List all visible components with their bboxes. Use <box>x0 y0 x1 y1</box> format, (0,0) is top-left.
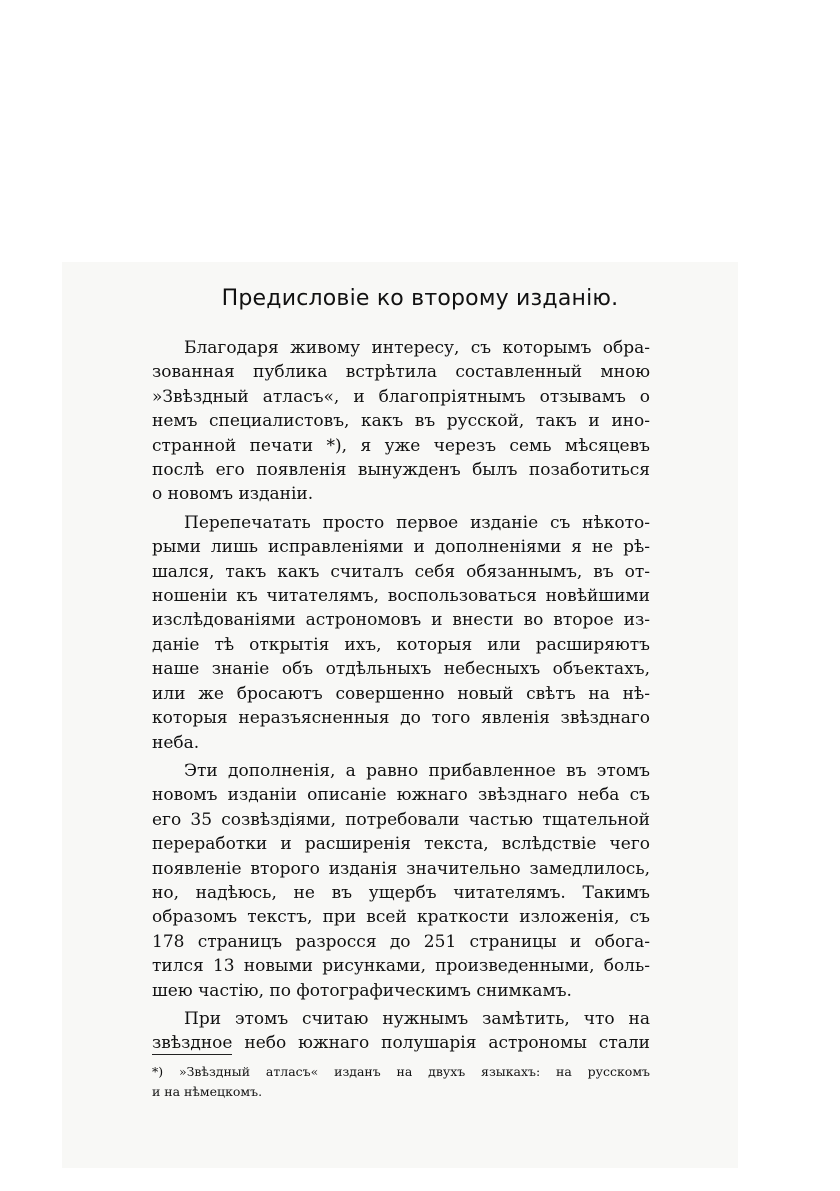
footnote <box>152 1062 650 1102</box>
text-line: Перепечатать просто первое изданіе съ нѣкото- <box>184 512 650 533</box>
text-line: но, надѣюсь, не въ ущербъ читателямъ. Такимъ <box>152 882 650 903</box>
text-line: 178 страницъ разросся до 251 страницы и обога- <box>152 931 650 952</box>
text-line: зованная публика встрѣтила составленный мною <box>152 362 650 383</box>
text-line: тился 13 новыми рисунками, произведенными, боль- <box>152 956 650 977</box>
text-line: которыя неразъясненныя до того явленія звѣзднаго <box>152 708 650 729</box>
text-line: немъ специалистовъ, какъ въ русской, такъ и ино- <box>152 411 650 432</box>
paragraph-2 <box>152 511 650 755</box>
text-line: звѣздное небо южнаго полушарія астрономы стали <box>152 1033 650 1054</box>
text-line: При этомъ считаю нужнымъ замѣтить, что на <box>184 1008 650 1029</box>
text-line: Эти дополненія, а равно прибавленное въ этомъ <box>184 760 650 781</box>
text-line: новомъ изданіи описаніе южнаго звѣзднаго неба съ <box>152 785 650 806</box>
text-line: послѣ его появленія вынужденъ былъ позаботиться <box>152 460 650 481</box>
text-line: переработки и расширенія текста, вслѣдствіе чего <box>152 834 650 855</box>
page-title: Предисловіе ко второму изданію. <box>221 286 619 311</box>
text-line: его 35 созвѣздіями, потребовали частью тщательной <box>152 809 650 830</box>
text-line: »Звѣздный атласъ«, и благопріятнымъ отзывамъ о <box>152 386 650 407</box>
text-line: рыми лишь исправленіями и дополненіями я не рѣ- <box>152 537 650 558</box>
footnote-line: *) »Звѣздный атласъ« изданъ на двухъ языкахъ: на русскомъ <box>152 1064 650 1079</box>
text-line: Благодаря живому интересу, съ которымъ обра- <box>184 338 650 358</box>
preface-body <box>152 336 650 1060</box>
paragraph-4 <box>152 1007 650 1056</box>
text-line: или же бросаютъ совершенно новый свѣтъ на нѣ- <box>152 683 650 704</box>
text-line: ношеніи къ читателямъ, воспользоваться новѣйшими <box>152 586 650 607</box>
paragraph-3 <box>152 759 650 1003</box>
footnote-divider <box>152 1054 232 1055</box>
text-line: неба. <box>152 732 200 753</box>
footnote-line: и на нѣмецкомъ. <box>152 1084 263 1099</box>
text-line: образомъ текстъ, при всей краткости изложенія, съ <box>152 907 650 928</box>
text-line: странной печати *), я уже черезъ семь мѣсяцевъ <box>152 435 650 456</box>
text-line: шею частію, по фотографическимъ снимкамъ. <box>152 980 572 1001</box>
text-line: шался, такъ какъ считалъ себя обязаннымъ, въ от- <box>152 561 650 582</box>
text-line: наше знаніе объ отдѣльныхъ небесныхъ объектахъ, <box>152 659 650 680</box>
text-line: о новомъ изданіи. <box>152 484 314 505</box>
paragraph-1 <box>152 336 650 507</box>
text-line: даніе тѣ открытія ихъ, которыя или расширяютъ <box>152 634 650 655</box>
text-line: появленіе второго изданія значительно замедлилось, <box>152 858 650 879</box>
text-line: изслѣдованіями астрономовъ и внести во второе из- <box>152 610 650 631</box>
